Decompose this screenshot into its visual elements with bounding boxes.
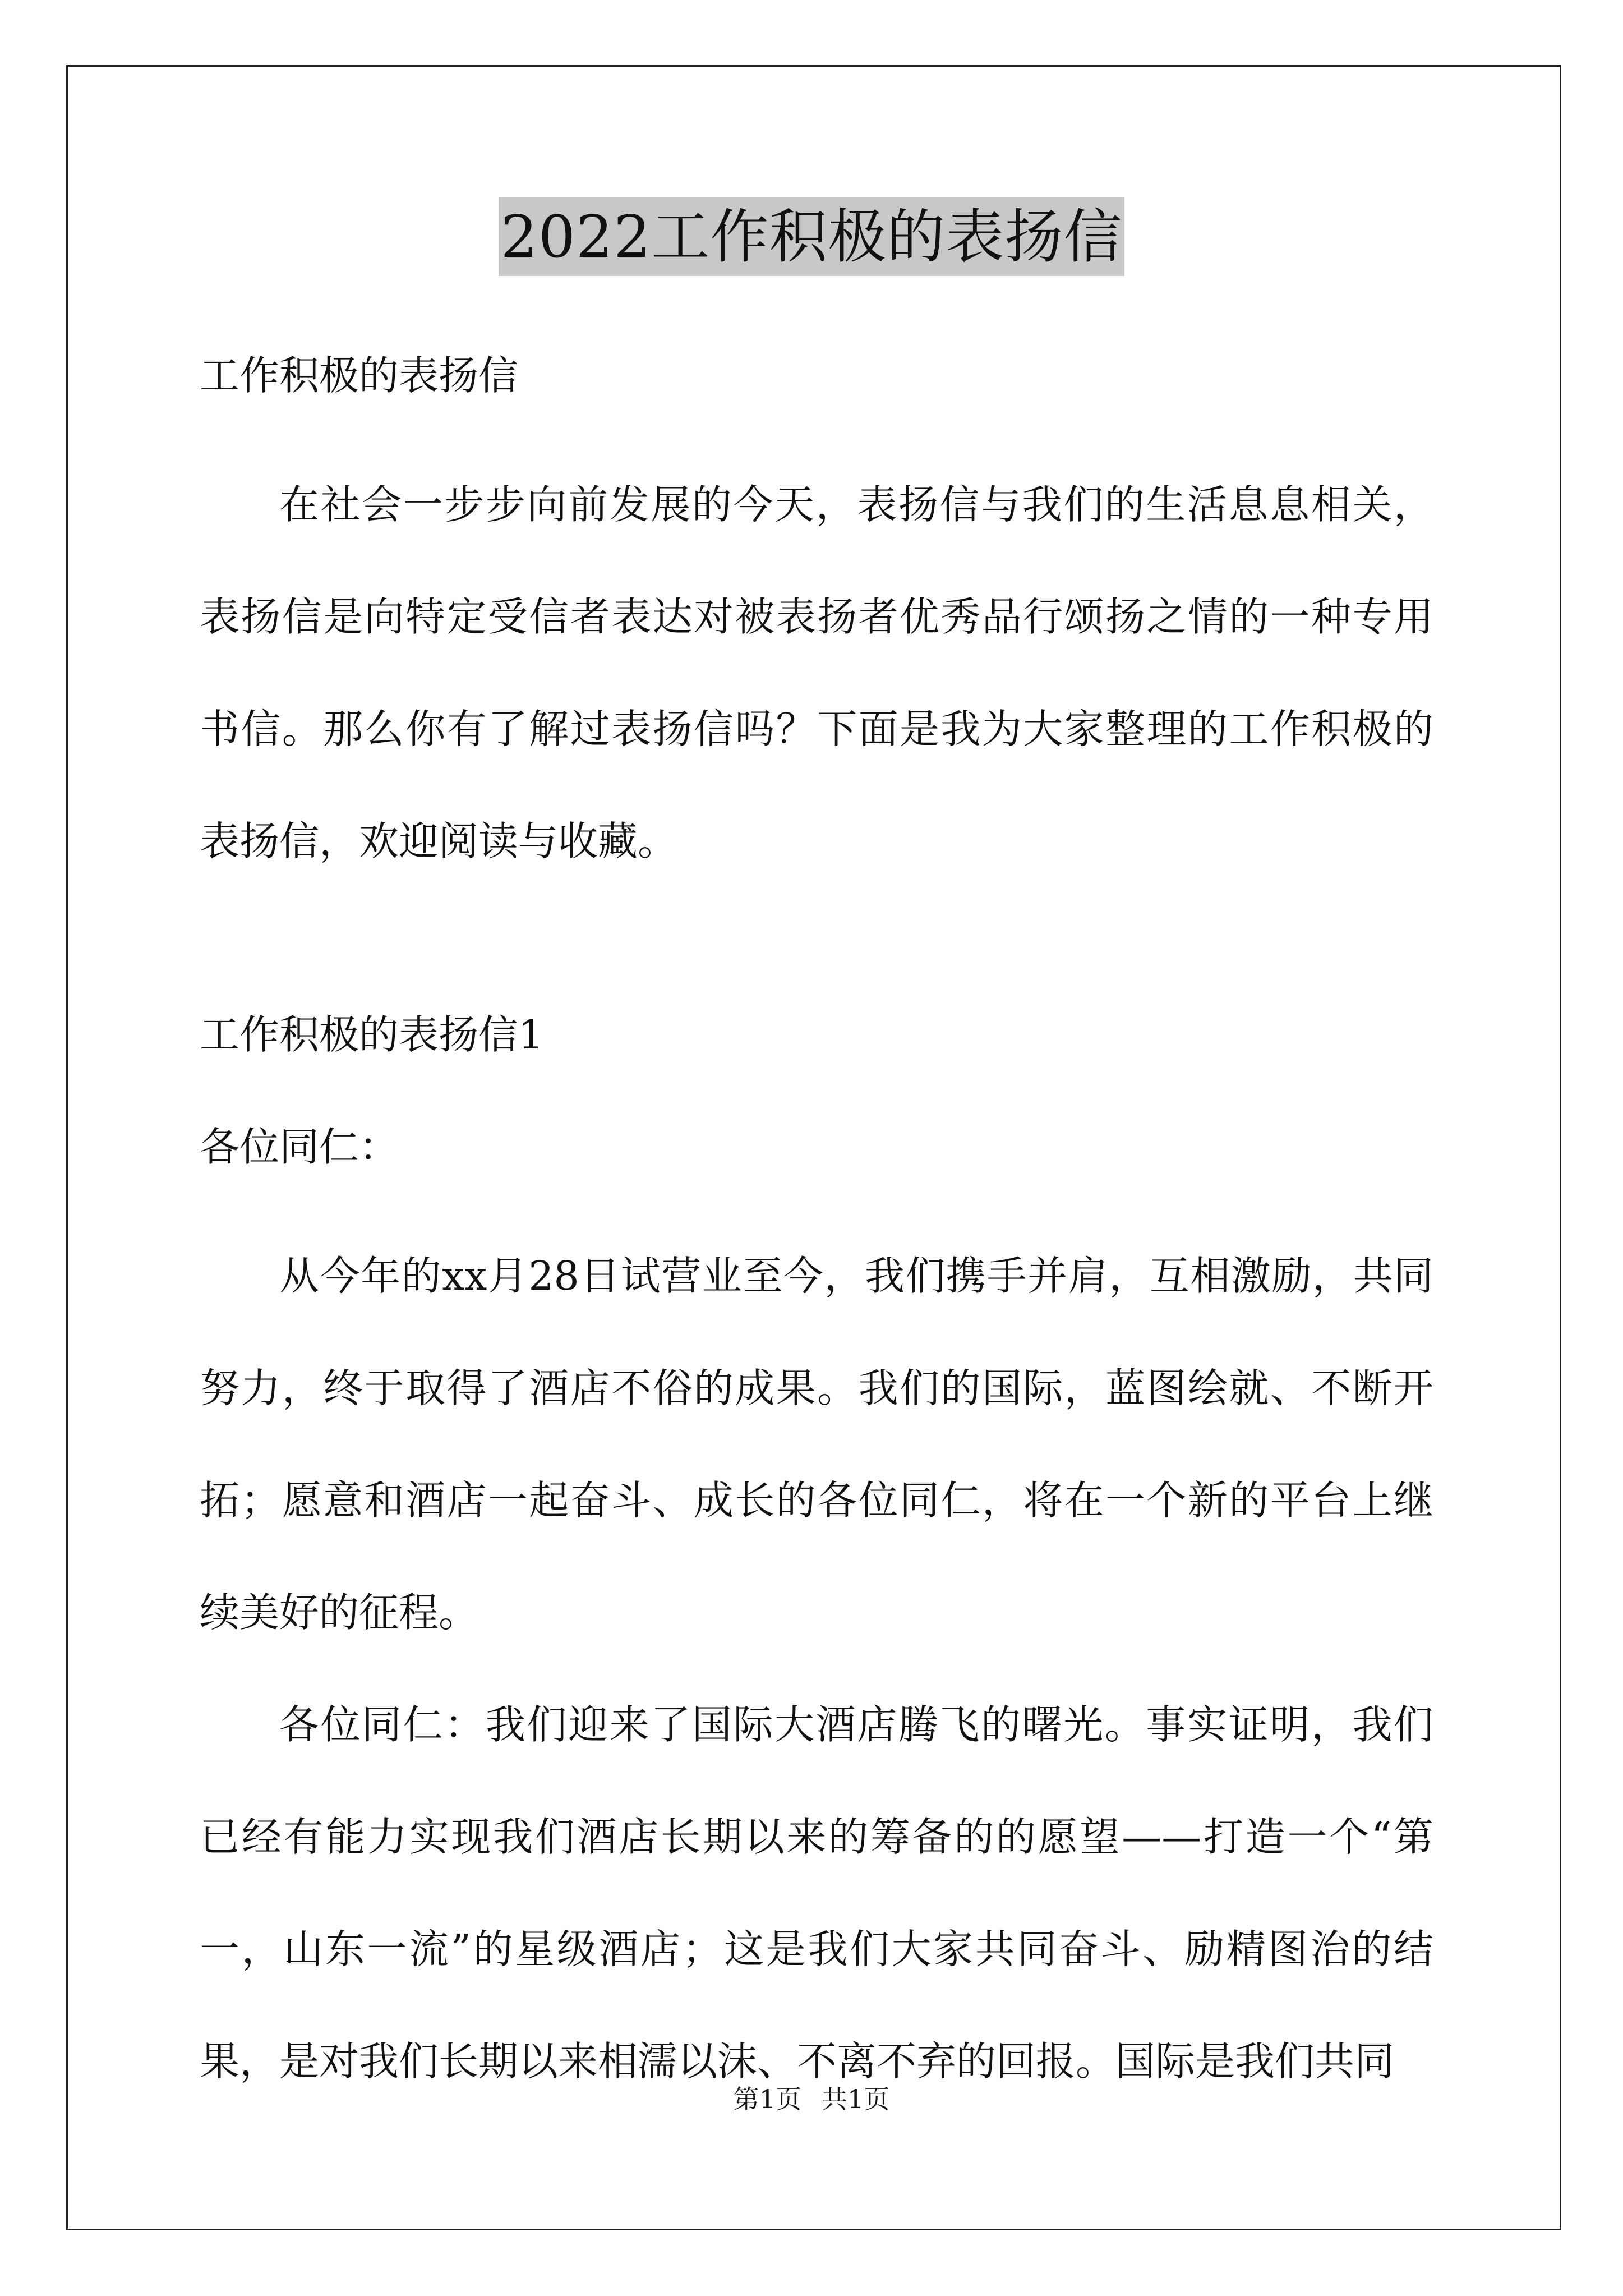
title-container bbox=[0, 197, 1623, 276]
document-title: 2022工作积极的表扬信 bbox=[499, 197, 1125, 276]
page-number: 第1页 bbox=[733, 2084, 801, 2114]
body-paragraph-1: 从今年的xx月28日试营业至今，我们携手并肩，互相激励，共同努力，终于取得了酒店不俗的成果。我们的国际，蓝图绘就、不断开拓；愿意和酒店一起奋斗、成长的各位同仁，将在一个新的平台上继续美好的征程。 bbox=[200, 1253, 1433, 1636]
page-total: 共1页 bbox=[822, 2084, 890, 2114]
section-heading: 工作积极的表扬信1 bbox=[200, 1011, 544, 1058]
salutation: 各位同仁： bbox=[200, 1124, 399, 1170]
page-footer bbox=[0, 2082, 1623, 2116]
document-body bbox=[200, 337, 1433, 2118]
spacer bbox=[200, 898, 1433, 996]
intro-paragraph: 在社会一步步向前发展的今天，表扬信与我们的生活息息相关，表扬信是向特定受信者表达对被表扬者优秀品行颂扬之情的一种专用书信。那么你有了解过表扬信吗？下面是我为大家整理的工作积极的表扬信，欢迎阅读与收藏。 bbox=[200, 481, 1433, 864]
body-paragraph-2: 各位同仁：我们迎来了国际大酒店腾飞的曙光。事实证明，我们已经有能力实现我们酒店长期以来的筹备的的愿望——打造一个“第一，山东一流”的星级酒店；这是我们大家共同奋斗、励精图治的结果，是对我们长期以来相濡以沫、不离不弃的回报。国际是我们共同 bbox=[200, 1701, 1433, 2085]
document-subtitle: 工作积极的表扬信 bbox=[200, 352, 519, 399]
